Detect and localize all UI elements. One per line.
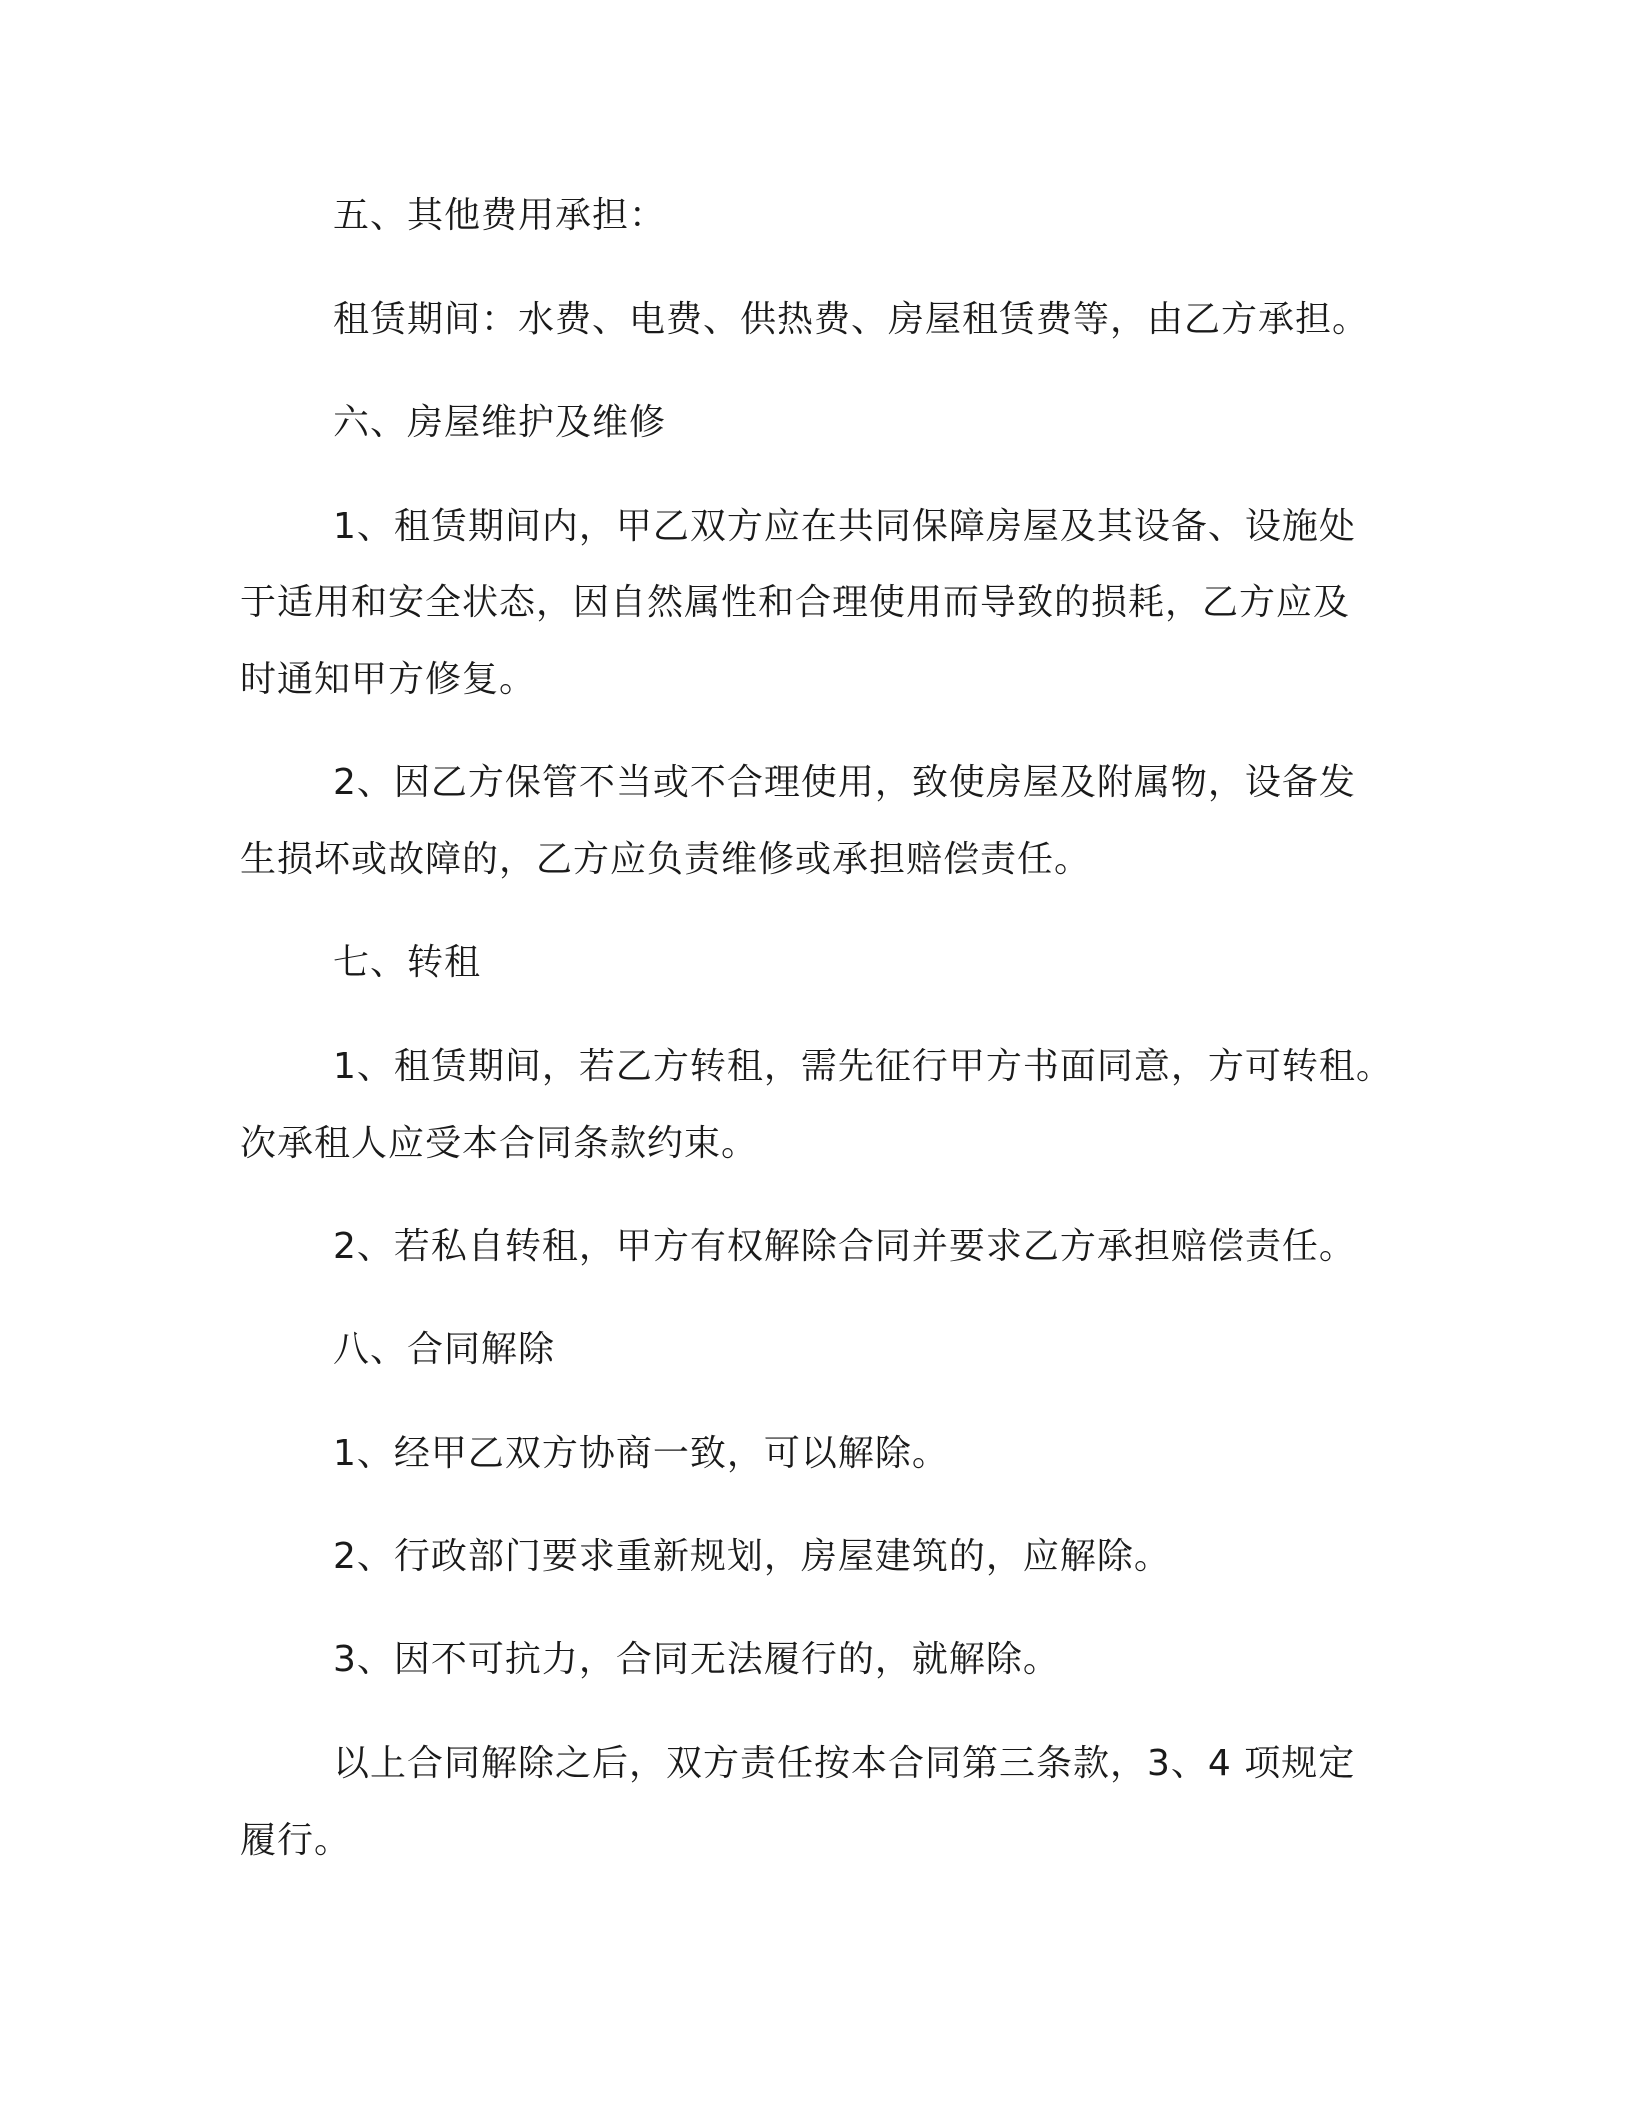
section5-heading: 五、其他费用承担： bbox=[333, 195, 667, 236]
closing-line2: 履行。 bbox=[240, 1820, 352, 1861]
section8-item1: 1、经甲乙双方协商一致，可以解除。 bbox=[333, 1433, 949, 1474]
section7-item1-line2: 次承租人应受本合同条款约束。 bbox=[240, 1123, 759, 1164]
section6-item1-line3: 时通知甲方修复。 bbox=[240, 659, 537, 700]
section6-item1-line2: 于适用和安全状态，因自然属性和合理使用而导致的损耗，乙方应及 bbox=[240, 582, 1351, 623]
section7-item2: 2、若私自转租，甲方有权解除合同并要求乙方承担赔偿责任。 bbox=[333, 1226, 1356, 1267]
closing-line1: 以上合同解除之后，双方责任按本合同第三条款，3、4 项规定 bbox=[333, 1743, 1356, 1784]
section5-text: 租赁期间：水费、电费、供热费、房屋租赁费等，由乙方承担。 bbox=[333, 299, 1370, 340]
section6-item2-line1: 2、因乙方保管不当或不合理使用，致使房屋及附属物，设备发 bbox=[333, 762, 1356, 803]
section7-item1-line1: 1、租赁期间，若乙方转租，需先征行甲方书面同意，方可转租。 bbox=[333, 1046, 1393, 1087]
section8-item3: 3、因不可抗力，合同无法履行的，就解除。 bbox=[333, 1639, 1060, 1680]
section7-heading: 七、转租 bbox=[333, 942, 482, 983]
section6-item2-line2: 生损坏或故障的，乙方应负责维修或承担赔偿责任。 bbox=[240, 839, 1092, 880]
section8-heading: 八、合同解除 bbox=[333, 1329, 556, 1370]
section8-item2: 2、行政部门要求重新规划，房屋建筑的，应解除。 bbox=[333, 1536, 1171, 1577]
section6-item1-line1: 1、租赁期间内，甲乙双方应在共同保障房屋及其设备、设施处 bbox=[333, 506, 1356, 547]
section6-heading: 六、房屋维护及维修 bbox=[333, 402, 667, 443]
